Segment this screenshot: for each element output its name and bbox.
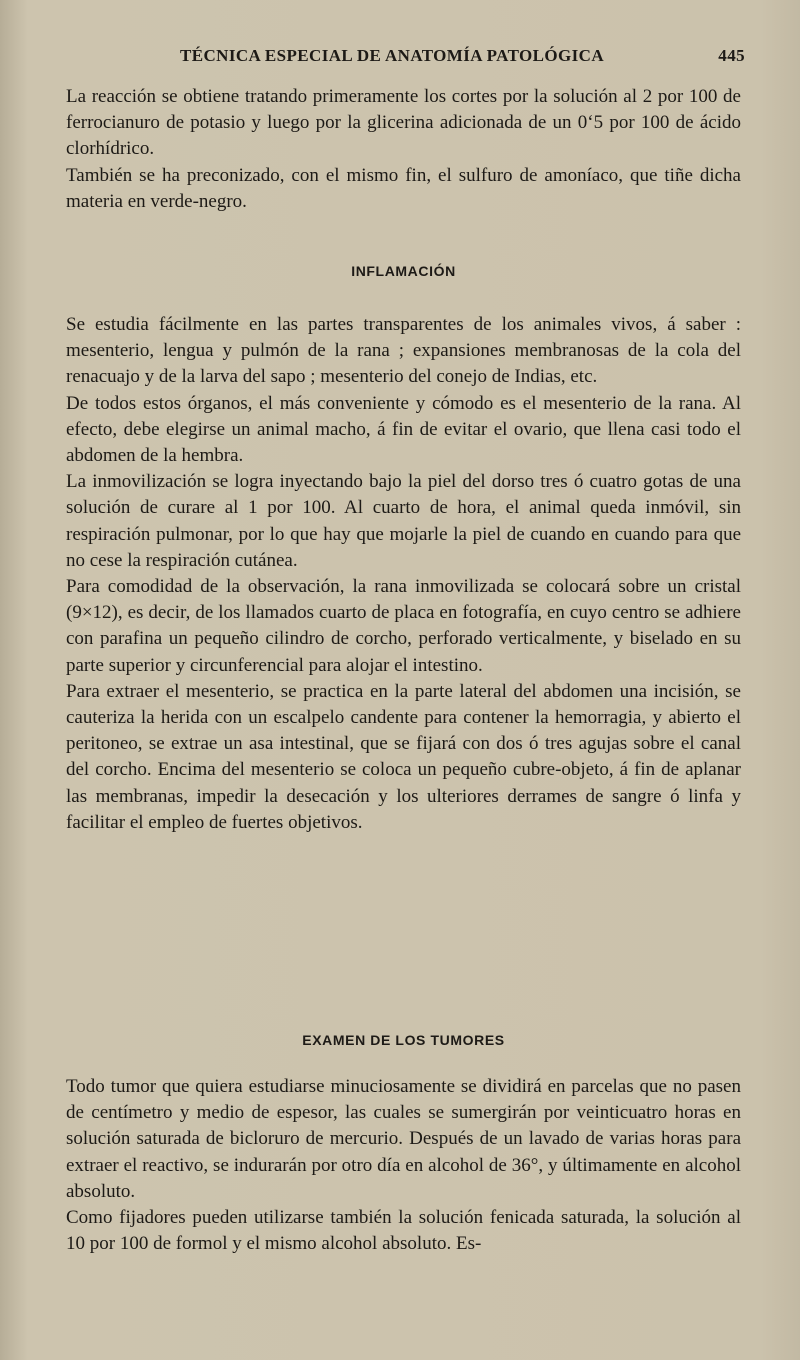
paragraph: Para extraer el mesenterio, se practica en la parte lateral del abdomen una incisión, se cauteriza la herida con un escalpelo candente para contener la hemorragia, y abierto el peritoneo, se extrae un asa intestinal, que se fijará con dos ó tres agujas sobre el canal del corcho. Encima del mesenterio se coloca un pequeño cubre-objeto, á fin de aplanar las membranas, impedir la desecación y los ulteriores derrames de sangre ó linfa y facilitar el empleo de fuertes objetivos. (66, 680, 741, 833)
section-title-tumores: EXAMEN DE LOS TUMORES (302, 1032, 505, 1048)
paragraph: Se estudia fácilmente en las partes transparentes de los animales vivos, á saber : mesenterio, lengua y pulmón de la rana ; expansiones membranosas de la cola del renacuajo y de la larva del sapo ; mesenterio del conejo de Indias, etc. (66, 314, 741, 388)
section-inflamacion (66, 312, 741, 836)
paragraph: De todos estos órganos, el más conveniente y cómodo es el mesenterio de la rana. Al efecto, debe elegirse un animal macho, á fin de evitar el ovario, que llena casi todo el abdomen de la hembra. (66, 392, 741, 467)
paragraph: La inmovilización se logra inyectando bajo la piel del dorso tres ó cuatro gotas de una solución de curare al 1 por 100. Al cuarto de hora, el animal queda inmóvil, sin respiración pulmonar, por lo que hay que mojarle la piel de cuando en cuando para que no cese la respiración cutánea. (66, 471, 741, 571)
page-header (90, 46, 745, 70)
intro-section (66, 84, 741, 215)
paragraph: También se ha preconizado, con el mismo fin, el sulfuro de amoníaco, que tiñe dicha materia en verde-negro. (66, 164, 741, 212)
paragraph: Todo tumor que quiera estudiarse minuciosamente se dividirá en parcelas que no pasen de centímetro y medio de espesor, las cuales se sumergirán por veinticuatro horas en solución saturada de bicloruro de mercurio. Después de un lavado de varias horas para extraer el reactivo, se indurarán por otro día en alcohol de 36°, y últimamente en alcohol absoluto. (66, 1076, 741, 1202)
paragraph: Para comodidad de la observación, la rana inmovilizada se colocará sobre un cristal (9×12), es decir, de los llamados cuarto de placa en fotografía, en cuyo centro se adhiere con parafina un pequeño cilindro de corcho, perforado verticalmente, y biselado en su parte superior y circunferencial para alojar el intestino. (66, 576, 741, 676)
section-title-inflamacion: INFLAMACIÓN (351, 263, 456, 279)
section-tumores (66, 1074, 741, 1257)
paragraph: Como fijadores pueden utilizarse también la solución fenicada saturada, la solución al 10 por 100 de formol y el mismo alcohol absoluto. Es- (66, 1207, 741, 1255)
page-number: 445 (718, 46, 745, 65)
paragraph: La reacción se obtiene tratando primeramente los cortes por la solución al 2 por 100 de ferrocianuro de potasio y luego por la glicerina adicionada de un 0‘5 por 100 de ácido clorhídrico. (66, 86, 741, 160)
running-title: TÉCNICA ESPECIAL DE ANATOMÍA PATOLÓGICA (180, 46, 604, 65)
